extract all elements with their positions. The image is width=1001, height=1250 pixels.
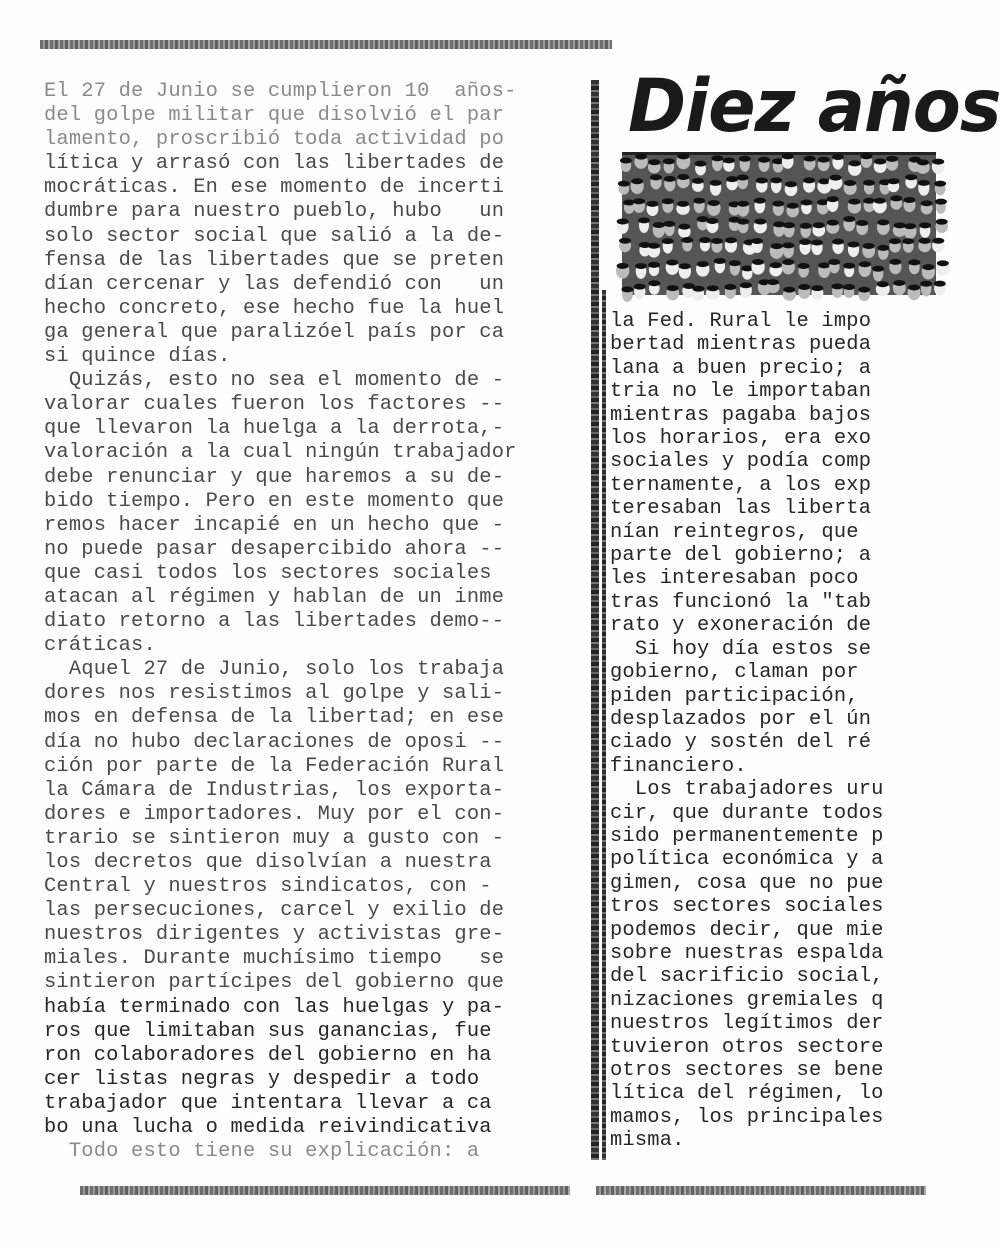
right-column-line: tria no le importaban	[610, 380, 872, 404]
left-column	[44, 80, 589, 1164]
left-column-line: miales. Durante muchísimo tiempo se	[44, 947, 505, 971]
left-column-line: nuestros dirigentes y activistas gre-	[44, 923, 505, 947]
left-column-line: fensa de las libertades que se preten	[44, 248, 505, 272]
right-column-line: sido permanentemente p	[610, 824, 884, 848]
bottom-rule-left	[80, 1186, 570, 1195]
right-column-line: nuestros legítimos der	[610, 1012, 884, 1036]
left-column-line: dores e importadores. Muy por el con-	[44, 802, 505, 826]
right-column-line: la Fed. Rural le impo	[610, 310, 872, 333]
right-column-line: del sacrificio social,	[610, 965, 884, 989]
right-column-line: los horarios, era exo	[610, 427, 872, 451]
left-column-line: que casi todos los sectores sociales	[44, 561, 492, 585]
right-column	[610, 310, 935, 1153]
right-column-line: tros sectores sociales	[610, 895, 884, 919]
left-column-line: sintieron partícipes del gobierno que	[44, 971, 505, 995]
right-column-line: lana a buen precio; a	[610, 356, 872, 380]
right-column-line: podemos decir, que mie	[610, 918, 884, 942]
right-column-line: otros sectores se bene	[610, 1059, 884, 1082]
right-column-line: lítica del régimen, lo	[610, 1082, 884, 1106]
right-column-line: Los trabajadores uru	[610, 778, 884, 802]
left-column-line: dían cercenar y las defendió con un	[44, 272, 505, 296]
right-column-line: misma.	[610, 1129, 685, 1153]
left-column-line: bo una lucha o medida reivindicativa	[44, 1116, 492, 1140]
left-column-line: del golpe militar que disolvió el par	[44, 104, 505, 128]
right-column-line: cir, que durante todos	[610, 801, 884, 825]
right-column-line: gobierno, claman por	[610, 661, 859, 685]
bottom-rule-right	[596, 1186, 926, 1195]
right-frame-edge	[602, 290, 606, 1160]
right-column-line: nían reintegros, que	[610, 520, 859, 544]
right-column-line: sociales y podía comp	[610, 450, 872, 474]
left-column-line: valorar cuales fueron los factores --	[44, 393, 505, 417]
right-column-line: Si hoy día estos se	[610, 637, 872, 661]
left-column-line: había terminado con las huelgas y pa-	[44, 995, 505, 1019]
right-column-line: financiero.	[610, 754, 747, 778]
left-column-line: Central y nuestros sindicatos, con -	[44, 875, 492, 899]
article-headline: Diez años	[628, 62, 1001, 149]
left-column-line: la Cámara de Industrias, los exporta-	[44, 778, 505, 802]
left-column-line: debe renunciar y que haremos a su de-	[44, 465, 505, 489]
left-column-line: no puede pasar desapercibido ahora --	[44, 537, 505, 561]
right-column-line: teresaban las liberta	[610, 497, 872, 521]
left-column-line: Aquel 27 de Junio, solo los trabaja	[44, 658, 505, 682]
left-column-line: ga general que paralizóel país por ca	[44, 320, 505, 344]
left-column-line: trabajador que intentara llevar a ca	[44, 1091, 492, 1115]
right-column-line: parte del gobierno; a	[610, 544, 872, 568]
left-column-line: El 27 de Junio se cumplieron 10 años-	[44, 80, 517, 103]
left-column-line: día no hubo declaraciones de oposi --	[44, 730, 505, 754]
left-column-line: remos hacer incapié en un hecho que -	[44, 513, 505, 537]
right-column-line: mamos, los principales	[610, 1105, 884, 1129]
right-column-line: mientras pagaba bajos	[610, 403, 872, 427]
left-column-line: bido tiempo. Pero en este momento que	[44, 489, 505, 513]
left-column-line: cráticas.	[44, 634, 156, 658]
left-column-line: los decretos que disolvían a nuestra	[44, 851, 492, 874]
left-column-line: ros que limitaban sus ganancias, fue	[44, 1019, 492, 1043]
left-column-line: que llevaron la huelga a la derrota,-	[44, 417, 505, 441]
right-column-line: sobre nuestras espalda	[610, 941, 884, 965]
column-divider	[591, 80, 599, 1160]
right-column-line: nizaciones gremiales q	[610, 988, 884, 1012]
left-column-line: solo sector social que salió a la de-	[44, 224, 505, 248]
left-column-line: ron colaboradores del gobierno en ha	[44, 1043, 492, 1067]
left-column-line: diato retorno a las libertades demo--	[44, 610, 505, 634]
right-column-line: les interesaban poco	[610, 567, 859, 591]
right-column-line: bertad mientras pueda	[610, 333, 872, 357]
right-column-line: tras funcionó la "tab	[610, 590, 872, 614]
right-column-line: rato y exoneración de	[610, 614, 872, 638]
right-column-line: gimen, cosa que no pue	[610, 871, 884, 895]
left-column-line: mocráticas. En ese momento de incerti	[44, 176, 505, 200]
left-column-line: trario se sintieron muy a gusto con -	[44, 826, 505, 850]
left-column-line: Todo esto tiene su explicación: a	[44, 1140, 480, 1164]
right-column-line: política económica y a	[610, 848, 884, 872]
left-column-line: valoración a la cual ningún trabajador	[44, 441, 517, 465]
left-column-line: mos en defensa de la libertad; en ese	[44, 706, 505, 730]
left-column-line: Quizás, esto no sea el momento de -	[44, 369, 505, 393]
right-column-line: ciado y sostén del ré	[610, 731, 872, 755]
left-column-line: dores nos resistimos al golpe y sali-	[44, 682, 505, 706]
left-column-line: ción por parte de la Federación Rural	[44, 754, 505, 778]
right-column-line: piden participación,	[610, 684, 859, 708]
right-column-line: tuvieron otros sectore	[610, 1035, 884, 1059]
left-column-line: cer listas negras y despedir a todo	[44, 1067, 480, 1091]
left-column-line: lítica y arrasó con las libertades de	[44, 152, 505, 176]
left-column-line: lamento, proscribió toda actividad po	[44, 128, 505, 152]
top-rule	[40, 40, 612, 49]
crowd-photo	[622, 152, 936, 295]
left-column-line: dumbre para nuestro pueblo, hubo un	[44, 200, 505, 224]
right-column-line: ternamente, a los exp	[610, 473, 872, 497]
left-column-line: atacan al régimen y hablan de un inme	[44, 585, 505, 609]
left-column-line: si quince días.	[44, 345, 231, 369]
left-column-line: hecho concreto, ese hecho fue la huel	[44, 296, 505, 320]
right-column-line: desplazados por el ún	[610, 707, 872, 731]
left-column-line: las persecuciones, carcel y exilio de	[44, 899, 505, 923]
